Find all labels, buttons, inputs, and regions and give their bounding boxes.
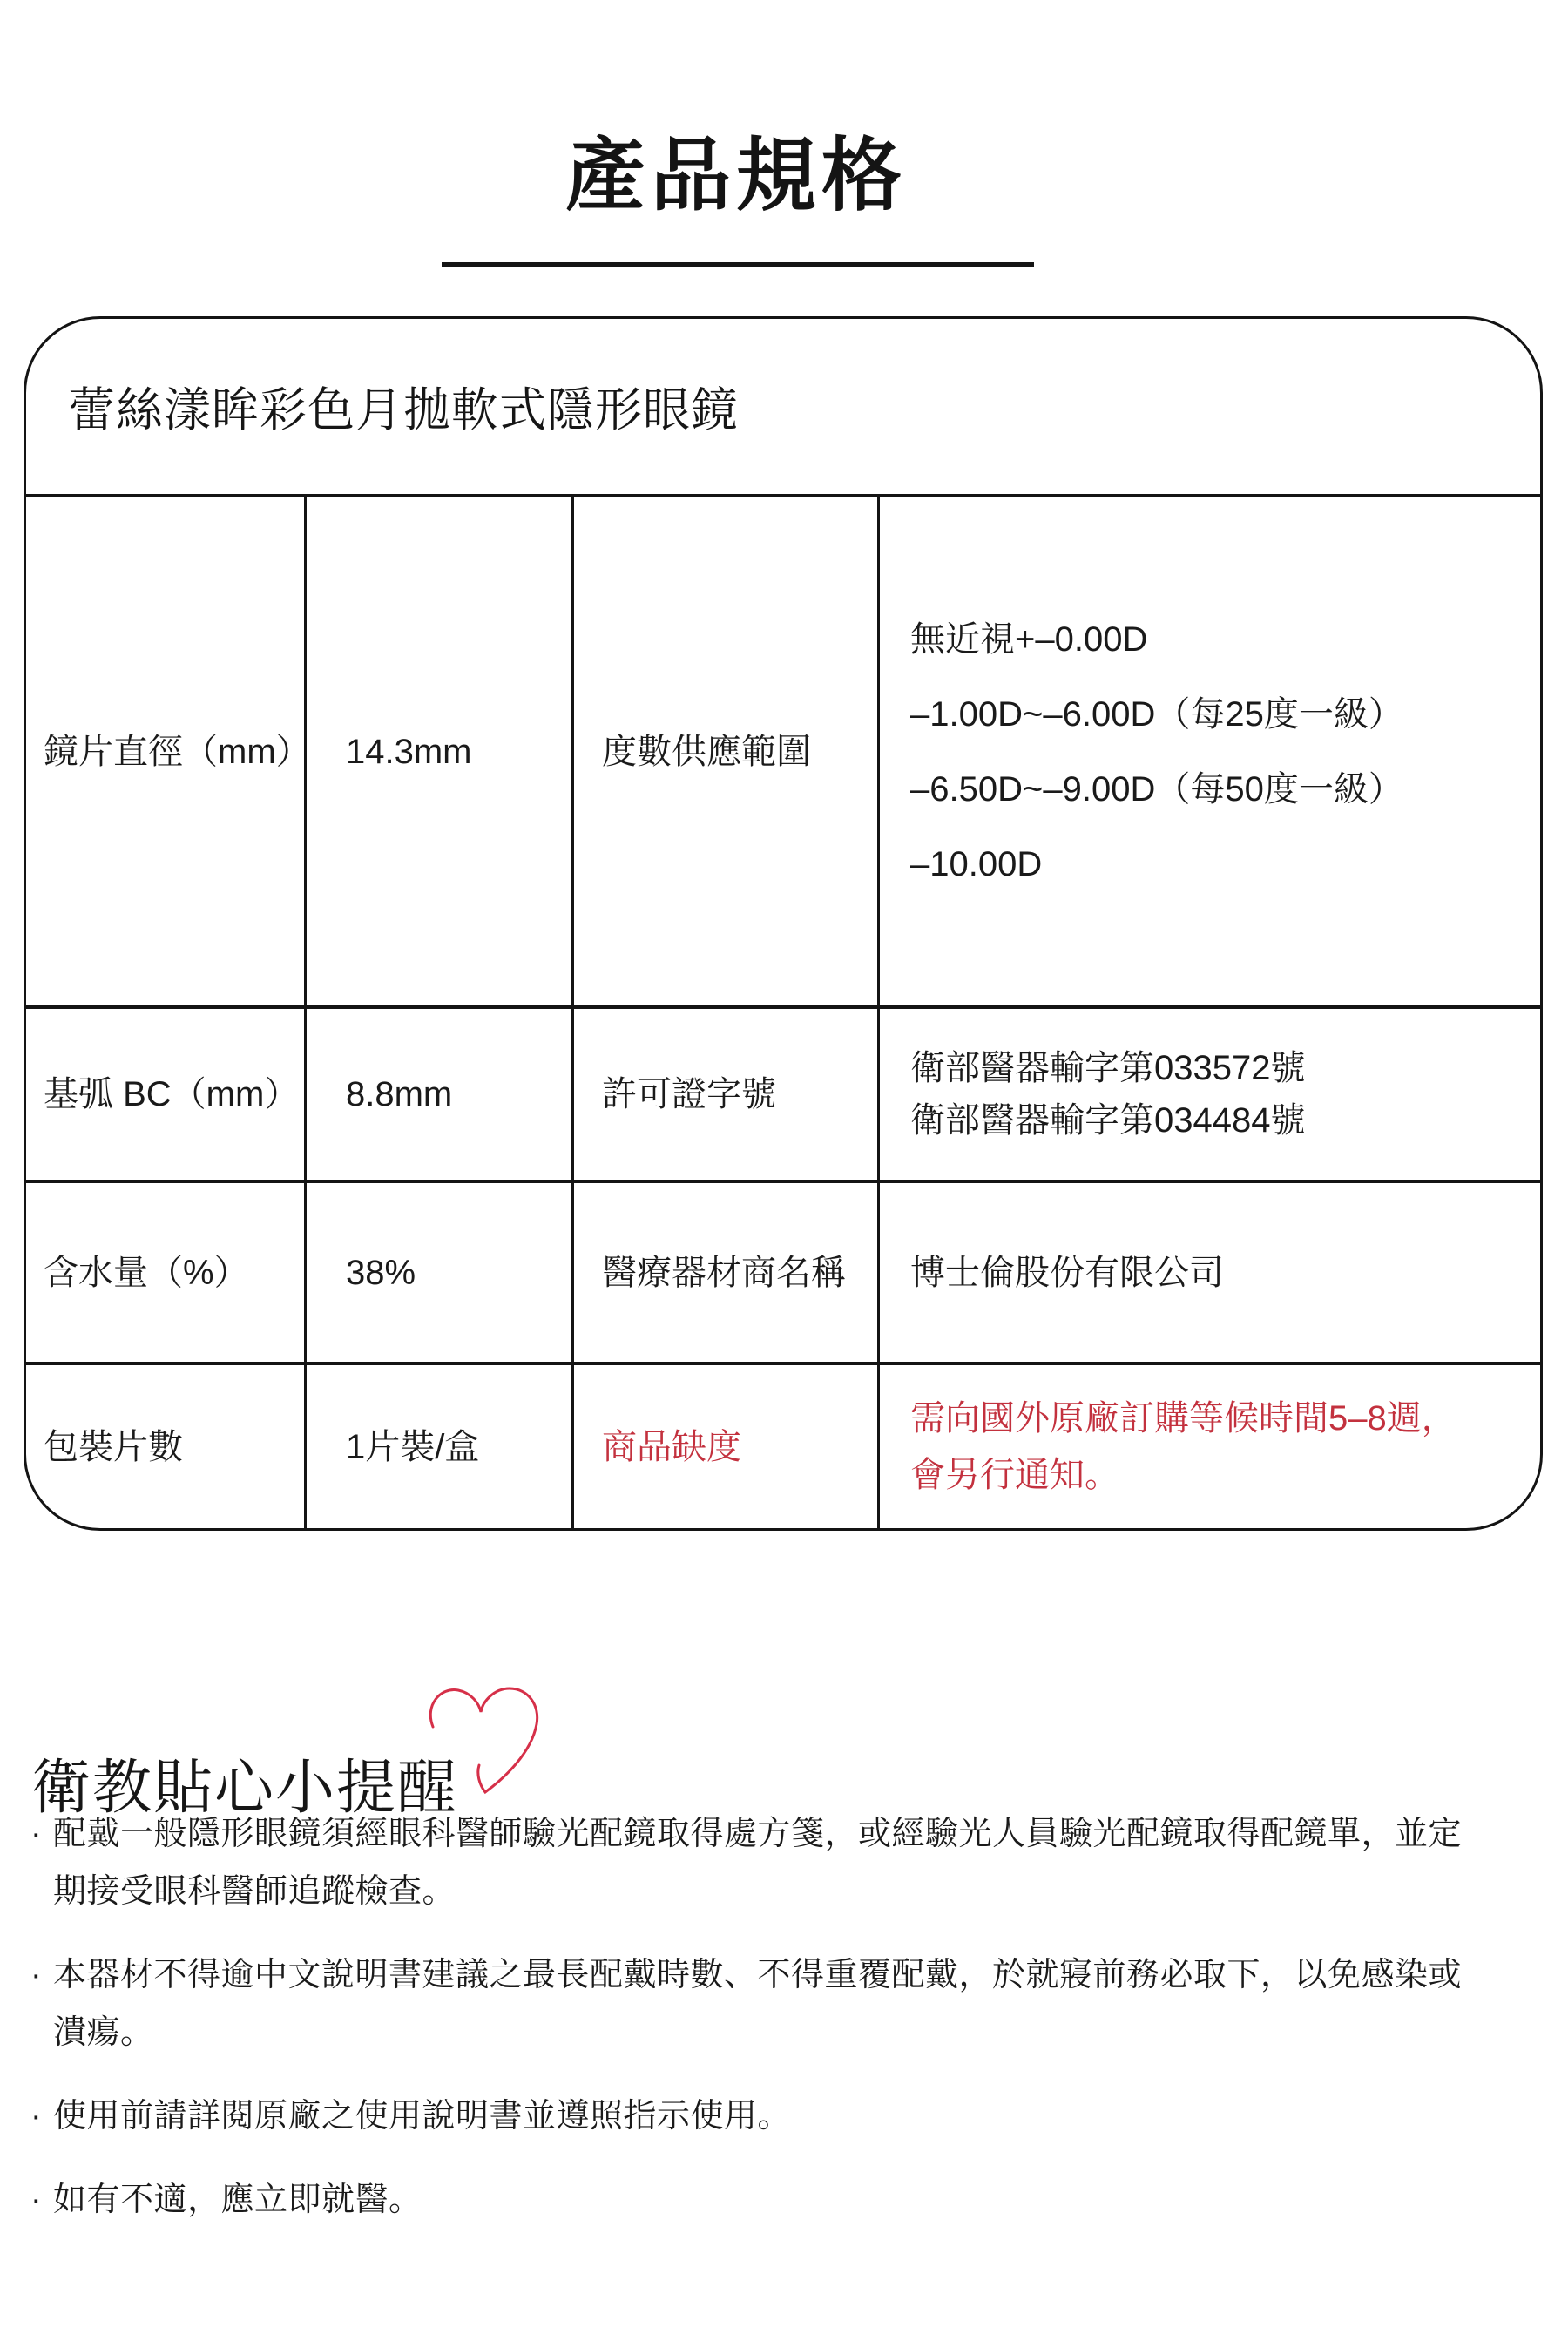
reminder-bullet-list: [30, 1805, 1546, 2255]
cell-label-shortage: [574, 1365, 880, 1528]
power-range-line: –6.50D~–9.00D（每50度一級）: [910, 769, 1403, 809]
cell-value-license: [880, 1009, 1540, 1180]
bullet-line: 配戴一般隱形眼鏡須經眼科醫師驗光配鏡取得處方箋，或經驗光人員驗光配鏡取得配鏡單，並定: [53, 1816, 1463, 1852]
cell-label-packaging: [26, 1365, 307, 1528]
table-row: [26, 1183, 1540, 1365]
label-license: 許可證字號: [602, 1075, 776, 1113]
spec-table: [24, 316, 1543, 1531]
bullet-text: [53, 2171, 422, 2229]
bullet-line: 期接受眼科醫師追蹤檢查。: [53, 1873, 456, 1910]
value-base-curve: 8.8mm: [346, 1075, 453, 1113]
list-item: [30, 1946, 1546, 2061]
heart-icon: [421, 1681, 551, 1799]
table-row: [26, 1009, 1540, 1183]
cell-label-license: [574, 1009, 880, 1180]
cell-value-diameter: [307, 497, 574, 1005]
cell-label-manufacturer: [574, 1183, 880, 1362]
label-packaging: 包裝片數: [44, 1427, 183, 1466]
bullet-text: [53, 1805, 1462, 1920]
bullet-dot: ·: [30, 1957, 42, 1993]
cell-value-manufacturer: [880, 1183, 1540, 1362]
label-diameter: 鏡片直徑（mm）: [44, 732, 311, 771]
table-row: [26, 1365, 1540, 1528]
title-block: [0, 132, 1472, 220]
license-number: 衛部醫器輸字第033572號: [910, 1049, 1306, 1087]
cell-label-base-curve: [26, 1009, 307, 1180]
list-item: [30, 2171, 1546, 2229]
label-manufacturer: 醫療器材商名稱: [602, 1253, 846, 1292]
list-item: [30, 1805, 1546, 1920]
shortage-note-line: 會另行通知。: [910, 1455, 1119, 1494]
bullet-dot: ·: [30, 2182, 42, 2218]
bullet-line: 本器材不得逾中文說明書建議之最長配戴時數、不得重覆配戴，於就寢前務必取下，以免感染或: [53, 1957, 1463, 1993]
manufacturer-name: 博士倫股份有限公司: [910, 1253, 1224, 1292]
list-item: [30, 2087, 1546, 2145]
cell-value-base-curve: [307, 1009, 574, 1180]
power-range-line: –10.00D: [910, 844, 1043, 883]
cell-value-shortage: [880, 1365, 1540, 1528]
cell-label-diameter: [26, 497, 311, 1005]
title-underline: [442, 262, 1034, 267]
value-water-content: 38%: [346, 1253, 416, 1292]
product-name: 蕾絲漾眸彩色月拋軟式隱形眼鏡: [68, 384, 739, 436]
bullet-line: 如有不適，應立即就醫。: [53, 2182, 422, 2218]
bullet-dot: ·: [30, 2098, 42, 2135]
reminder-heading: 衛教貼心小提醒: [31, 1755, 459, 1821]
cell-label-water-content: [26, 1183, 307, 1362]
bullet-text: [53, 1946, 1462, 2061]
label-base-curve: 基弧 BC（mm）: [44, 1075, 300, 1113]
cell-value-packaging: [307, 1365, 574, 1528]
cell-label-power-range: [574, 497, 880, 1005]
spec-table-header: [26, 319, 1540, 497]
bullet-dot: ·: [30, 1816, 42, 1852]
shortage-note-line: 需向國外原廠訂購等候時間5–8週，: [910, 1398, 1456, 1438]
power-range-line: –1.00D~–6.00D（每25度一級）: [910, 694, 1403, 734]
label-power-range: 度數供應範圍: [602, 732, 811, 771]
cell-value-power-range: [880, 497, 1540, 1005]
label-shortage: 商品缺度: [602, 1427, 741, 1466]
cell-value-water-content: [307, 1183, 574, 1362]
power-range-line: 無近視+–0.00D: [910, 619, 1148, 659]
table-row: [26, 497, 1540, 1009]
bullet-text: [53, 2087, 791, 2145]
label-water-content: 含水量（%）: [44, 1253, 249, 1292]
license-number: 衛部醫器輸字第034484號: [910, 1101, 1306, 1140]
page-title: 產品規格: [564, 132, 907, 220]
value-packaging: 1片裝/盒: [346, 1427, 480, 1466]
bullet-line: 使用前請詳閱原廠之使用說明書並遵照指示使用。: [53, 2098, 792, 2135]
bullet-line: 潰瘍。: [53, 2014, 154, 2051]
value-diameter: 14.3mm: [346, 732, 472, 771]
